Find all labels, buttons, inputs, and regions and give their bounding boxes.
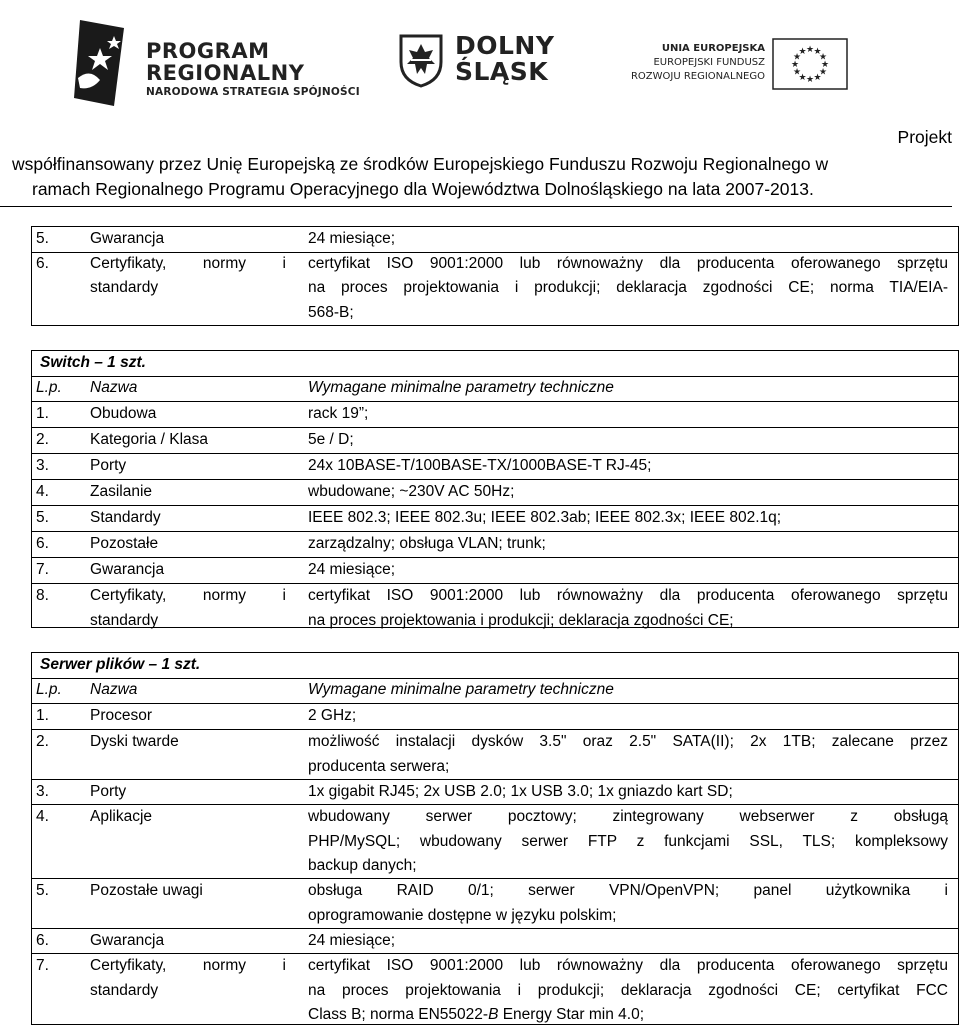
header-lp: L.p. — [36, 681, 62, 698]
row-number: 8. — [36, 587, 49, 604]
program-regionalny-subtitle: NARODOWA STRATEGIA SPÓJNOŚCI — [146, 86, 360, 98]
header-parametry: Wymagane minimalne parametry techniczne — [308, 379, 614, 396]
row-number: 5. — [36, 509, 49, 526]
switch-table-header — [32, 376, 958, 401]
row-number: 6. — [36, 932, 49, 949]
table-continued — [31, 226, 959, 326]
row-value: zarządzalny; obsługa VLAN; trunk; — [308, 535, 546, 552]
svg-text:★: ★ — [792, 52, 802, 63]
svg-text:★: ★ — [820, 60, 830, 70]
row-value: 24x 10BASE-T/100BASE-TX/1000BASE-T RJ-45; — [308, 457, 652, 474]
header-nazwa: Nazwa — [90, 681, 138, 698]
row-value: 24 miesiące; — [308, 561, 396, 578]
header-parametry: Wymagane minimalne parametry techniczne — [308, 681, 614, 698]
row-number: 4. — [36, 808, 49, 825]
svg-text:★: ★ — [805, 45, 815, 55]
dolny-slask-crest-icon — [399, 34, 443, 88]
row-number: 3. — [36, 783, 49, 800]
server-table-title: Serwer plików – 1 szt. — [40, 656, 201, 673]
row-name: Pozostałe uwagi — [90, 882, 203, 899]
table-row — [32, 953, 958, 1028]
row-name: Certyfikaty, normy i standardy — [90, 957, 286, 999]
svg-text:★: ★ — [792, 67, 802, 78]
row-number: 1. — [36, 707, 49, 724]
row-value: IEEE 802.3; IEEE 802.3u; IEEE 802.3ab; IEEE 802.3x; IEEE 802.1q; — [308, 509, 782, 526]
row-name: Standardy — [90, 509, 161, 526]
row-value: możliwość instalacji dysków 3.5" oraz 2.5" SATA(II); 2x 1TB; zalecane przez producenta serwera; — [308, 733, 948, 775]
row-value: 5e / D; — [308, 431, 354, 448]
table-row — [32, 453, 958, 479]
svg-text:★: ★ — [798, 47, 807, 58]
table-row — [32, 779, 958, 804]
row-number: 5. — [36, 882, 49, 899]
eu-fund-logo-text: UNIA EUROPEJSKA EUROPEJSKI FUNDUSZ ROZWOJU REGIONALNEGO — [630, 43, 765, 82]
table-row — [32, 479, 958, 505]
row-value: 24 miesiące; — [308, 230, 396, 247]
row-name: Kategoria / Klasa — [90, 431, 209, 448]
server-table-header — [32, 678, 958, 703]
row-value: obsługa RAID 0/1; serwer VPN/OpenVPN; panel użytkownika i oprogramowanie dostępne w języku polskim; — [308, 882, 948, 924]
row-number: 4. — [36, 483, 49, 500]
svg-text:★: ★ — [790, 60, 800, 70]
program-regionalny-logo-text: PROGRAM REGIONALNY — [146, 39, 305, 85]
row-value: certyfikat ISO 9001:2000 lub równoważny dla producenta oferowanego sprzętu na proces projektowania i produkcji; deklaracja zgodności CE; norma TIA/EIA- 568-B; — [308, 254, 948, 321]
row-name: Gwarancja — [90, 230, 165, 247]
row-name: Porty — [90, 457, 127, 474]
program-regionalny-logo-mark — [70, 18, 134, 108]
svg-text:★: ★ — [798, 72, 807, 83]
row-value: certyfikat ISO 9001:2000 lub równoważny dla producenta oferowanego sprzętu na proces projektowania i produkcji; deklaracja zgodności CE; — [308, 587, 948, 629]
row-number: 6. — [36, 254, 49, 272]
switch-table-title: Switch – 1 szt. — [40, 354, 146, 371]
row-name: Zasilanie — [90, 483, 153, 500]
row-value: certyfikat ISO 9001:2000 lub równoważny dla producenta oferowanego sprzętu na proces projektowania i produkcji; deklaracja zgodności CE; certyfikat FCC Class B; norma EN55022-B Energy Star min 4.0; — [308, 957, 948, 1023]
row-name: Porty — [90, 783, 127, 800]
dolny-slask-logo-text: DOLNY ŚLĄSK — [455, 31, 555, 86]
row-name: Aplikacje — [90, 808, 153, 825]
server-table — [31, 652, 959, 1025]
row-name: Dyski twarde — [90, 733, 179, 750]
header-lp: L.p. — [36, 379, 62, 396]
table-row — [32, 804, 958, 878]
header-divider — [0, 206, 952, 207]
row-number: 3. — [36, 457, 49, 474]
row-value: wbudowany serwer pocztowy; zintegrowany webserwer z obsługą PHP/MySQL; wbudowany serwer FTP z funkcjami SSL, TLS; kompleksowy backup danych; — [308, 808, 948, 874]
row-number: 5. — [36, 230, 49, 247]
switch-table — [31, 350, 959, 628]
table-row — [32, 557, 958, 583]
svg-text:★: ★ — [813, 72, 822, 83]
row-number: 7. — [36, 561, 49, 578]
table-row — [32, 703, 958, 729]
header-projekt: Projekt — [897, 127, 952, 147]
row-number: 2. — [36, 733, 49, 750]
table-row — [32, 878, 958, 928]
row-name: Gwarancja — [90, 561, 165, 578]
header-line-3: ramach Regionalnego Programu Operacyjnego dla Województwa Dolnośląskiego na lata 2007-2013. — [32, 179, 814, 199]
table-row — [32, 729, 958, 779]
row-value: wbudowane; ~230V AC 50Hz; — [308, 483, 515, 500]
row-number: 1. — [36, 405, 49, 422]
svg-text:★: ★ — [813, 47, 822, 58]
svg-text:★: ★ — [818, 52, 828, 63]
row-number: 2. — [36, 431, 49, 448]
table-row — [32, 227, 958, 252]
row-value: 24 miesiące; — [308, 932, 396, 949]
row-value: rack 19”; — [308, 405, 369, 422]
row-number: 6. — [36, 535, 49, 552]
row-name: Certyfikaty, normy i standardy — [90, 254, 286, 296]
row-name: Gwarancja — [90, 932, 165, 949]
header-line-2: współfinansowany przez Unię Europejską ze środków Europejskiego Funduszu Rozwoju Regionalnego w — [12, 154, 829, 174]
svg-text:★: ★ — [818, 67, 828, 78]
svg-text:★: ★ — [805, 75, 815, 85]
table-row — [32, 505, 958, 531]
row-name: Certyfikaty, normy i standardy — [90, 587, 286, 629]
table-row — [32, 401, 958, 427]
row-value: 1x gigabit RJ45; 2x USB 2.0; 1x USB 3.0; 1x gniazdo kart SD; — [308, 783, 733, 800]
row-number: 7. — [36, 957, 49, 974]
header-nazwa: Nazwa — [90, 379, 138, 396]
table-row — [32, 928, 958, 953]
table-row — [32, 531, 958, 557]
table-row — [32, 427, 958, 453]
row-name: Procesor — [90, 707, 153, 724]
row-value: 2 GHz; — [308, 707, 357, 724]
table-row — [32, 584, 958, 635]
eu-flag-icon — [772, 38, 848, 90]
table-row — [32, 252, 958, 325]
row-name: Obudowa — [90, 405, 157, 422]
row-name: Pozostałe — [90, 535, 159, 552]
